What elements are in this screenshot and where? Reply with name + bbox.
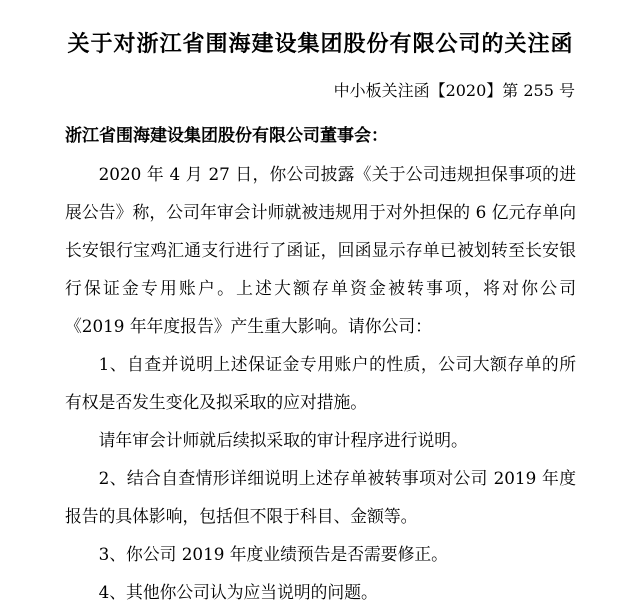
paragraph: 1、自查并说明上述保证金专用账户的性质，公司大额存单的所有权是否发生变化及拟采取的应对措施。 (65, 354, 576, 412)
paragraph: 请年审会计师就后续拟采取的审计程序进行说明。 (98, 430, 468, 450)
document-title: 关于对浙江省围海建设集团股份有限公司的关注函 (67, 31, 574, 57)
paragraph: 4、其他你公司认为应当说明的问题。 (98, 582, 378, 602)
paragraph: 2、结合自查情形详细说明上述存单被转事项对公司 2019 年度报告的具体影响，包括但不限于科目、金额等。 (65, 468, 576, 526)
paragraph: 2020 年 4 月 27 日，你公司披露《关于公司违规担保事项的进展公告》称，公司年审会计师就被违规用于对外担保的 6 亿元存单向长安银行宝鸡汇通支行进行了函证，回函显示存单已被划转至长安银行保证金专用账户。上述大额存单资金被转事项，将对你公司《2019 年年度报告》产生重大影响。请你公司： (65, 164, 576, 336)
document-body (0, 117, 641, 611)
paragraph: 3、你公司 2019 年度业绩预告是否需要修正。 (98, 544, 448, 564)
doc-number: 中小板关注函【2020】第 255 号 (333, 81, 575, 100)
salutation: 浙江省围海建设集团股份有限公司董事会： (65, 126, 388, 145)
